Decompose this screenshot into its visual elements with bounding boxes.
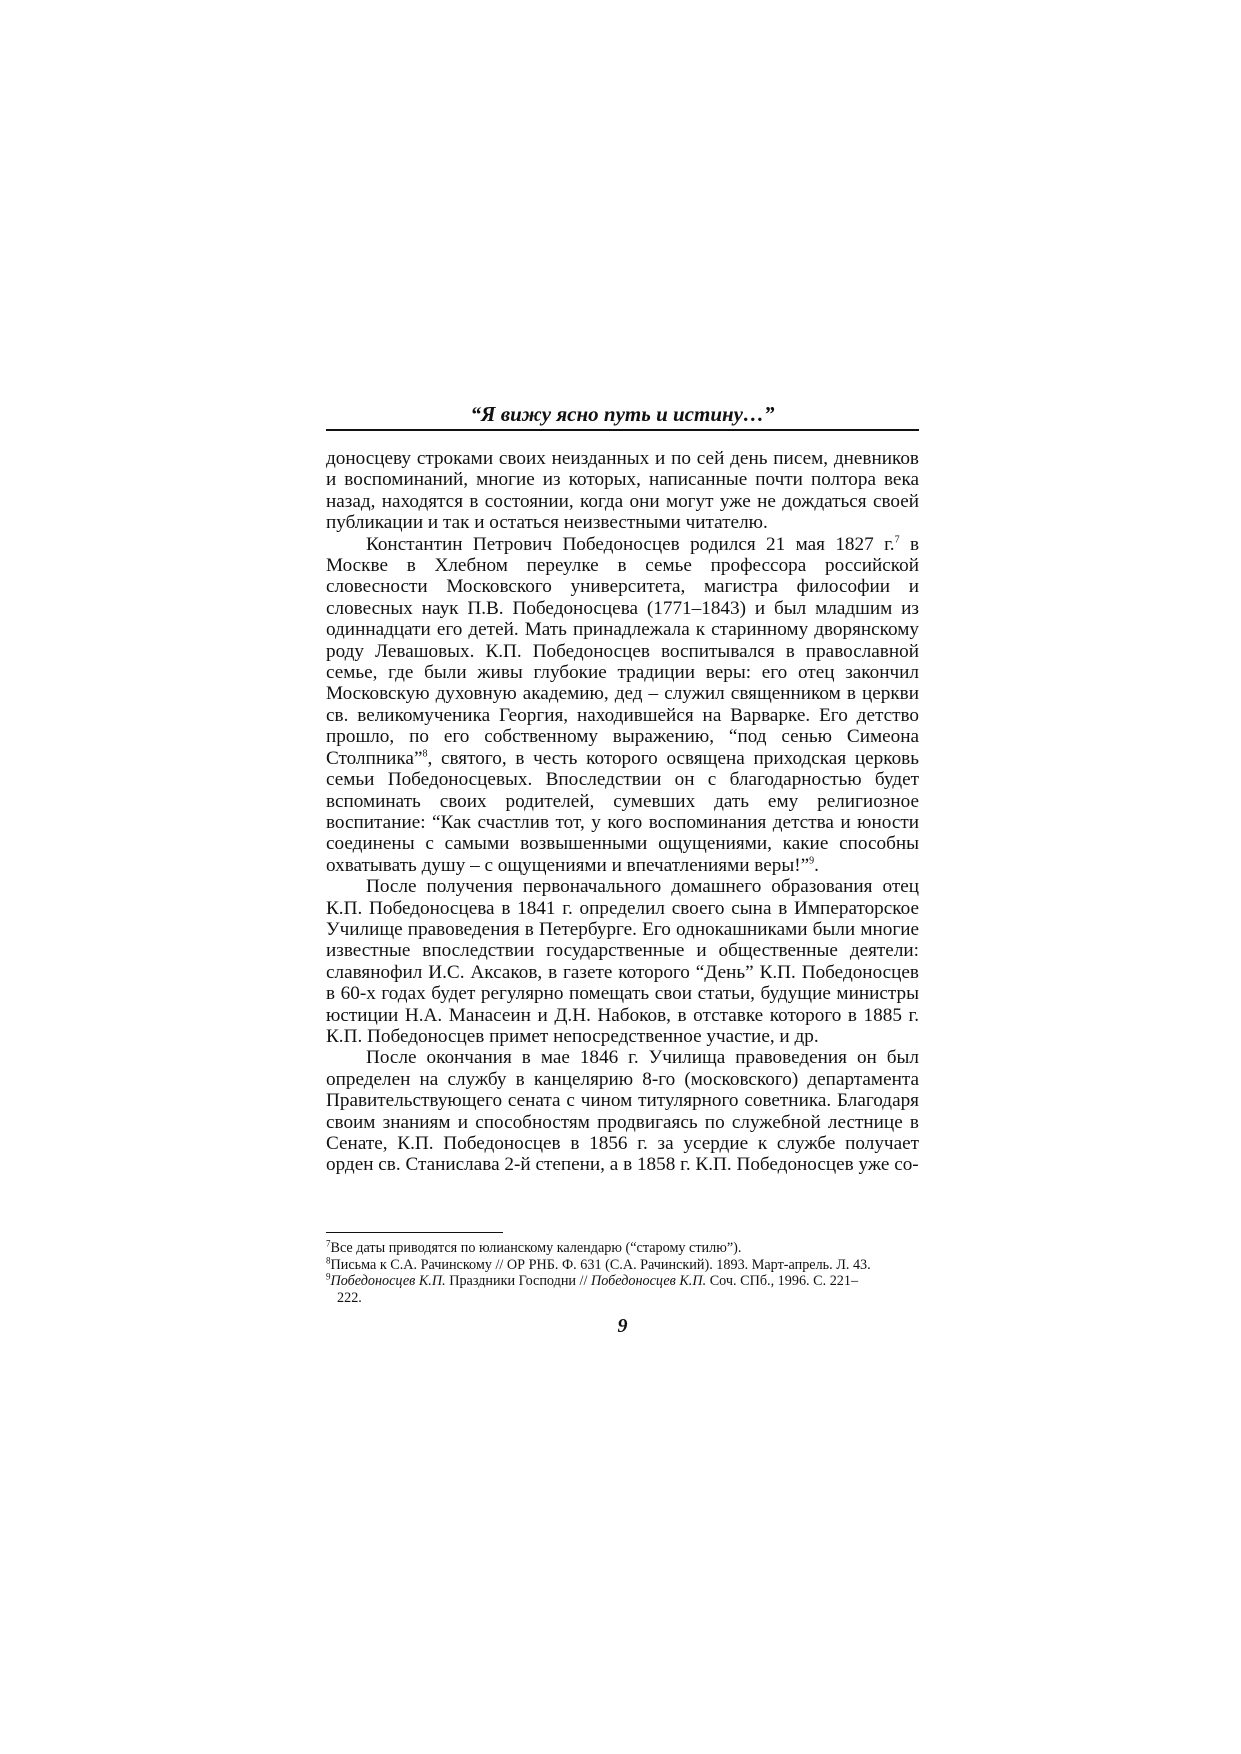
author-name: Победоносцев К.П.: [590, 1273, 707, 1289]
footnote: [326, 1240, 919, 1257]
footnote-reference: 8: [422, 748, 428, 760]
footnote: [326, 1254, 919, 1274]
footnote-text: Все даты приводятся по юлианскому календарю (“старому стилю”).: [330, 1240, 742, 1256]
running-head: “Я вижу ясно путь и истину…”: [470, 402, 775, 426]
paragraph: После получения первоначального домашнего образования отец К.П. Победоносцева в 1841 г. определил своего сына в Императорское Училище правоведения в Петербурге. Его однокашниками были многие известные впоследствии государственные и общественные деятели: славянофил И.С. Аксаков, в газете которого “День” К.П. Победоносцев в 60-х годах будет регулярно помещать свои статьи, будущие министры юстиции Н.А. Манасеин и Д.Н. Набоков, в отставке которого в 1885 г. К.П. Победоносцев примет непосредственное участие, и др.: [326, 876, 919, 1047]
footnote-rule: [326, 1232, 503, 1233]
paragraph: Константин Петрович Победоносцев родился 21 мая 1827 г.$^7$ в Москве в Хлебном переулке в семье профессора российской словесности Московского университета, магистра философии и словесных наук П.В. Победоносцева (1771–1843) и был младшим из одиннадцати его детей. Мать принадлежала к старинному дворянскому роду Левашовых. К.П. Победоносцев воспитывался в православной семье, где были живы глубокие традиции веры: его отец закончил Московскую духовную академию, дед – служил священником в церкви св. великомученика Георгия, находившейся на Варварке. Его детство прошло, по его собственному выражению, “под сенью Симеона Столпника”$^8$, святого, в честь которого освящена приходская церковь семьи Победоносцевых. Впоследствии он с благодарностью будет вспоминать своих родителей, сумевших дать ему религиозное воспитание: “Как счастлив тот, у кого воспоминания детства и юности соединены с самыми возвышенными ощущениями, какие способны охватывать душу – с ощущениями и впечатлениями веры!”$^9$.: [326, 533, 920, 876]
paragraph: доносцеву строками своих неизданных и по сей день писем, дневников и воспоминаний, многие из которых, написанные почти полтора века назад, находятся в состоянии, когда они могут уже не дождаться своей публикации и так и остаться неизвестными читателю.: [326, 448, 919, 534]
footnote-text: Письма к С.А. Рачинскому // ОР РНБ. Ф. 631 (С.А. Рачинский). 1893. Март-апрель. Л. 43.: [330, 1256, 871, 1273]
page-number: 9: [617, 1315, 628, 1337]
author-name: Победоносцев К.П.: [330, 1273, 446, 1289]
header-rule: [326, 429, 919, 431]
footnote-number: 7: [326, 1238, 331, 1249]
paragraph: После окончания в мае 1846 г. Училища правоведения он был определен на службу в канцелярию 8-го (московского) департамента Правительствующего сената с чином титулярного советника. Благодаря своим знаниям и способностям продвигаясь по служебной лестнице в Сенате, К.П. Победоносцев в 1856 г. за усердие к службе получает орден св. Станислава 2-й степени, а в 1858 г. К.П. Победоносцев уже со-: [326, 1047, 919, 1176]
footnotes: [326, 1240, 919, 1306]
footnote-text: Победоносцев К.П. Праздники Господни // Победоносцев К.П. Соч. СПб., 1996. С. 221–: [330, 1273, 859, 1289]
footnote: [326, 1273, 919, 1306]
footnote-continuation: 222.: [337, 1289, 362, 1306]
footnote-reference: 9: [809, 855, 815, 867]
footnote-number: 9: [326, 1271, 331, 1282]
footnote-number: 8: [326, 1254, 331, 1265]
body-text: [326, 448, 919, 1176]
footnote-reference: 7: [894, 534, 900, 546]
